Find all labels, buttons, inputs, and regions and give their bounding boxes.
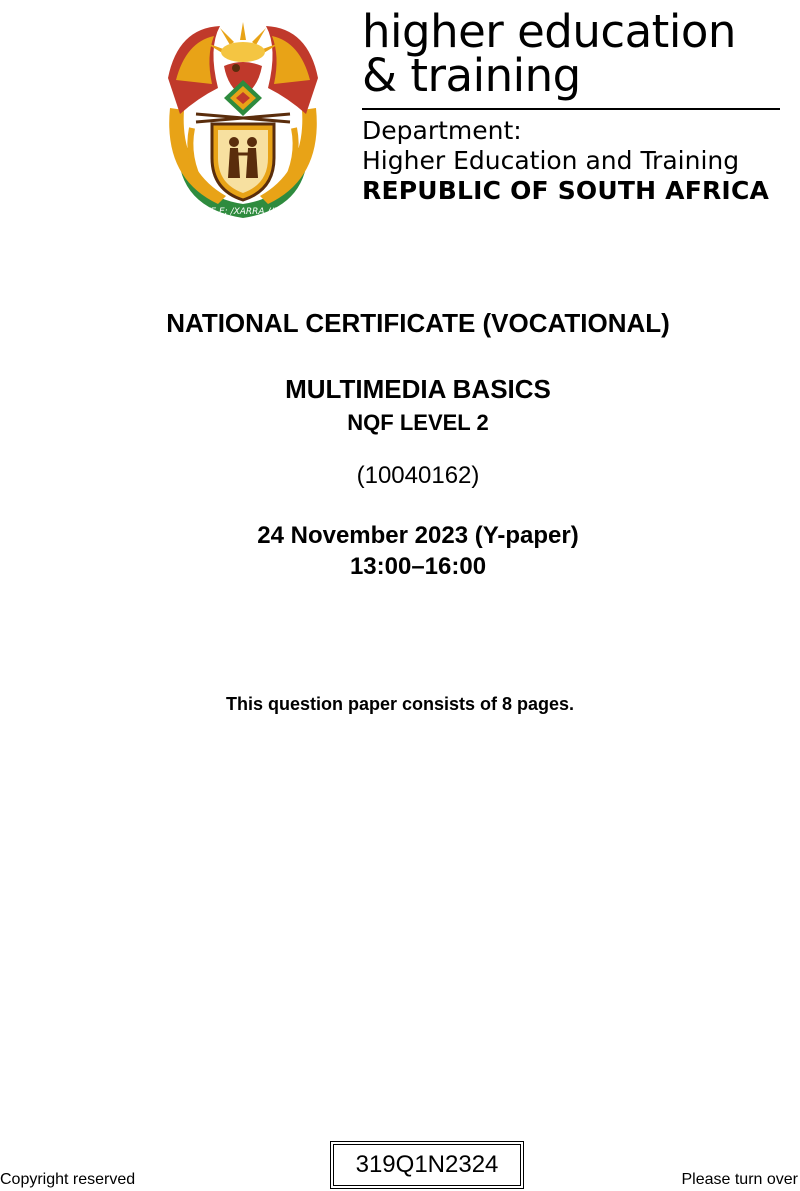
- department-brand: [362, 5, 782, 206]
- subject-title: MULTIMEDIA BASICS: [285, 374, 551, 404]
- certificate-title: NATIONAL CERTIFICATE (VOCATIONAL): [166, 308, 670, 338]
- brand-divider: [362, 108, 780, 110]
- brand-title-line2: & training: [362, 49, 581, 102]
- exam-time: 13:00–16:00: [349, 553, 487, 580]
- brand-title-line1: higher education: [362, 5, 736, 58]
- nqf-level: NQF LEVEL 2: [347, 410, 489, 435]
- department-name: Higher Education and Training: [362, 146, 740, 175]
- exam-date: 24 November 2023 (Y-paper): [257, 522, 579, 549]
- turn-over-notice: Please turn over: [681, 1171, 798, 1188]
- coat-of-arms-logo: [158, 18, 328, 224]
- country-name: REPUBLIC OF SOUTH AFRICA: [362, 176, 770, 205]
- paper-code-box: [330, 1141, 524, 1189]
- page-count-note: This question paper consists of 8 pages.: [225, 694, 575, 714]
- paper-code: 319Q1N2324: [333, 1144, 521, 1186]
- copyright-notice: Copyright reserved: [0, 1171, 136, 1188]
- subject-code: (10040162): [356, 462, 480, 489]
- department-label: Department:: [362, 116, 522, 145]
- south-africa-coat-of-arms-icon: [158, 18, 328, 224]
- svg-text:!KE E: /XARRA //KE: !KE E: /XARRA //KE: [200, 207, 286, 217]
